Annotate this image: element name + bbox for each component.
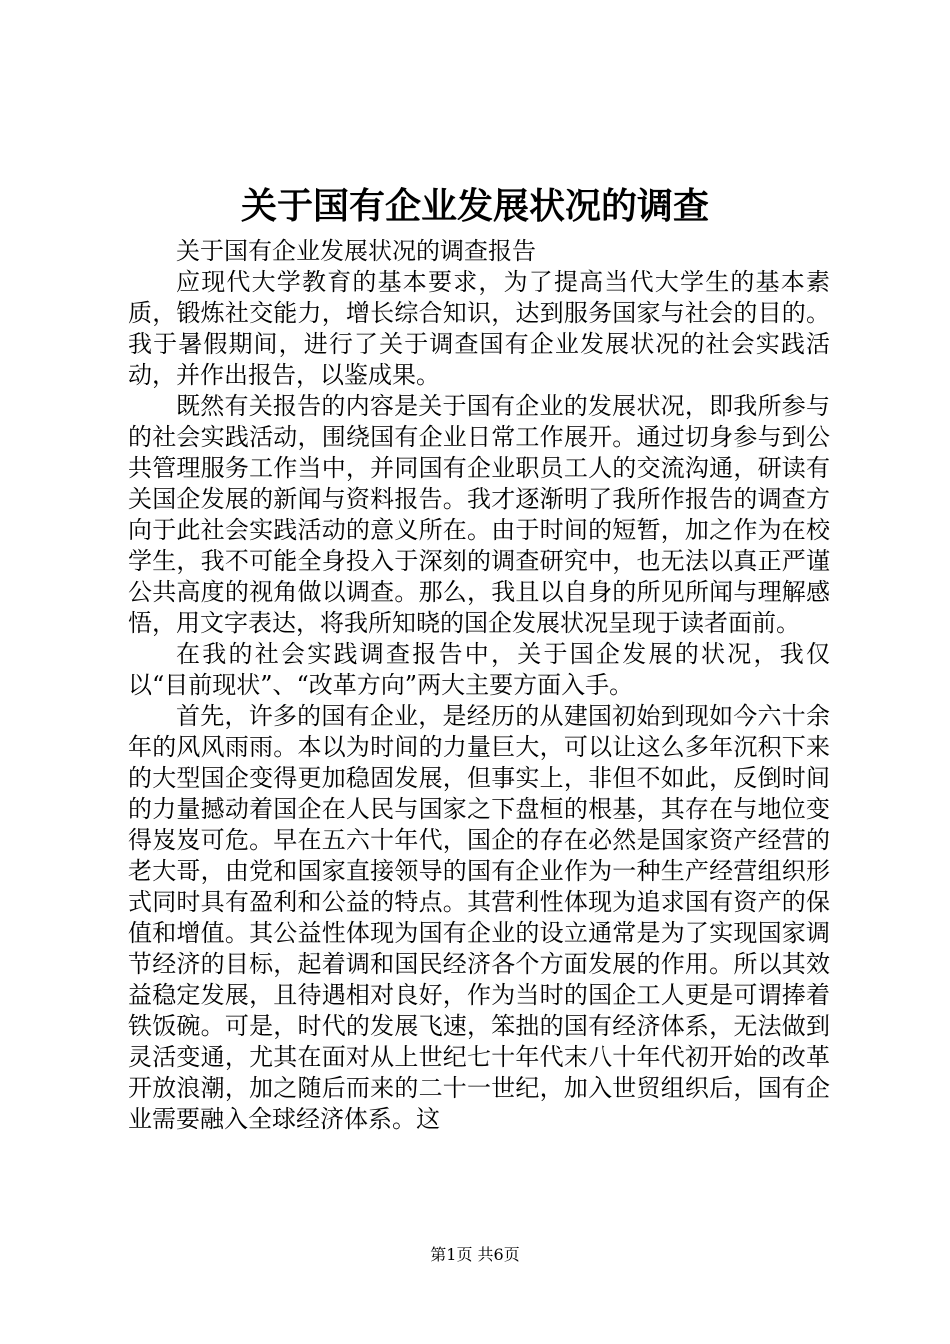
document-title: 关于国有企业发展状况的调查 (240, 185, 709, 227)
paragraph: 首先，许多的国有企业，是经历的从建国初始到现如今六十余年的风风雨雨。本以为时间的力量巨大，可以让这么多年沉积下来的大型国企变得更加稳固发展，但事实上，非但不如此，反倒时间的力量撼动着国企在人民与国家之下盘桓的根基，其存在与地位变得岌岌可危。早在五六十年代，国企的存在必然是国家资产经营的老大哥，由党和国家直接领导的国有企业作为一种生产经营组织形式同时具有盈利和公益的特点。其营利性体现为追求国有资产的保值和增值。其公益性体现为国有企业的设立通常是为了实现国家调节经济的目标，起着调和国民经济各个方面发展的作用。所以其效益稳定发展，且待遇相对良好，作为当时的国企工人更是可谓捧着铁饭碗。可是，时代的发展飞速，笨拙的国有经济体系，无法做到灵活变通，尤其在面对从上世纪七十年代末八十年代初开始的改革开放浪潮，加之随后而来的二十一世纪，加入世贸组织后，国有企业需要融入全球经济体系。这 (128, 702, 830, 1133)
paragraph: 应现代大学教育的基本要求，为了提高当代大学生的基本素质，锻炼社交能力，增长综合知识，达到服务国家与社会的目的。我于暑假期间，进行了关于调查国有企业发展状况的社会实践活动，并作出报告，以鉴成果。 (128, 268, 830, 389)
document-body (128, 236, 830, 1135)
paragraph-subtitle: 关于国有企业发展状况的调查报告 (176, 237, 536, 265)
page-number-footer: 第1页 共6页 (430, 1245, 520, 1264)
paragraph: 既然有关报告的内容是关于国有企业的发展状况，即我所参与的社会实践活动，围绕国有企业日常工作展开。通过切身参与到公共管理服务工作当中，并同国有企业职员工人的交流沟通，研读有关国企发展的新闻与资料报告。我才逐渐明了我所作报告的调查方向于此社会实践活动的意义所在。由于时间的短暂，加之作为在校学生，我不可能全身投入于深刻的调查研究中，也无法以真正严谨公共高度的视角做以调查。那么，我且以自身的所见所闻与理解感悟，用文字表达，将我所知晓的国企发展状况呈现于读者面前。 (128, 392, 830, 637)
paragraph: 在我的社会实践调查报告中，关于国企发展的状况，我仅以“目前现状”、“改革方向”两大主要方面入手。 (128, 640, 830, 699)
